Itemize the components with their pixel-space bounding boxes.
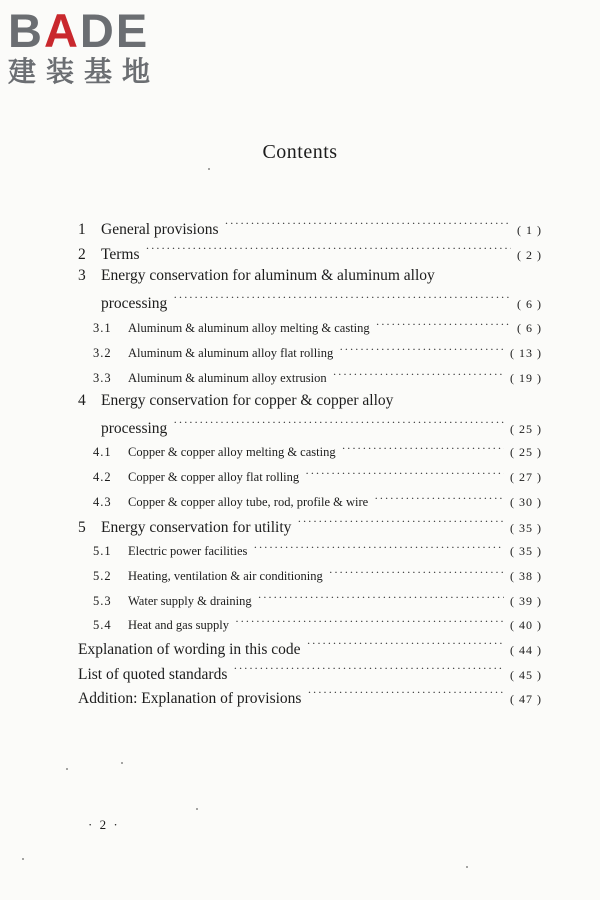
scan-speck [196,808,198,810]
toc-entry[interactable] [78,663,542,684]
toc-label: Heating, ventilation & air conditioning [128,568,323,583]
toc-entry[interactable] [78,516,542,537]
toc-label: Electric power facilities [128,543,248,558]
toc-label: Water supply & draining [128,593,252,608]
toc-label: Copper & copper alloy flat rolling [128,469,300,484]
scan-speck [22,858,24,860]
toc-page: ( 27 ) [510,469,542,484]
toc-number: 1 [78,220,86,238]
toc-number: 4 [78,392,86,409]
dot-leader [307,638,504,654]
logo-chinese-text: 建装基地 [8,55,161,88]
toc-number: 3 [78,267,86,284]
toc-entry[interactable] [78,243,542,264]
toc-page: ( 38 ) [510,568,542,583]
toc-page: ( 25 ) [510,421,542,436]
dot-leader [253,542,504,555]
toc-subentry[interactable] [93,567,542,584]
toc-entry[interactable] [78,392,542,410]
dot-leader [374,493,504,506]
dot-leader [305,468,504,481]
toc-entry-continuation[interactable] [101,292,542,313]
toc-label: Heat and gas supply [128,617,230,632]
toc-page: ( 40 ) [510,617,542,632]
toc-subentry[interactable] [93,493,542,510]
toc-label: Copper & copper alloy melting & casting [128,444,336,459]
toc-subentry[interactable] [93,592,542,609]
toc-subentry[interactable] [93,468,542,485]
logo-wordmark: BADE [8,4,150,57]
bade-logo [8,6,160,88]
toc-page: ( 35 ) [510,543,542,558]
toc-entry[interactable] [78,687,542,708]
toc-label: processing [101,294,168,312]
page-number: · 2 · [88,817,120,832]
toc-page: ( 35 ) [510,520,542,535]
toc-label: Energy conservation for copper & copper alloy [101,392,394,409]
toc-page: ( 6 ) [517,296,542,311]
scan-speck [121,762,123,764]
toc-label: Terms [101,245,140,263]
toc-subentry[interactable] [93,319,542,336]
dot-leader [146,243,511,259]
toc-entry-continuation[interactable] [101,417,542,438]
toc-label: Addition: Explanation of provisions [78,689,302,707]
scan-speck [208,168,210,170]
toc-subentry[interactable] [93,616,542,633]
dot-leader [307,687,504,703]
dot-leader [297,516,504,532]
dot-leader [258,592,504,605]
toc-label: Explanation of wording in this code [78,640,301,658]
dot-leader [173,417,504,433]
dot-leader [225,218,511,234]
dot-leader [333,369,504,382]
toc-subentry[interactable] [93,369,542,386]
toc-page: ( 6 ) [517,320,542,335]
toc-subentry[interactable] [93,542,542,559]
toc-label: Aluminum & aluminum alloy flat rolling [128,345,334,360]
dot-leader [233,663,504,679]
dot-leader [329,567,504,580]
toc-number: 3.2 [93,345,112,360]
dot-leader [339,344,504,357]
toc-number: 5.4 [93,617,112,632]
toc-label: Copper & copper alloy tube, rod, profile & wire [128,494,369,509]
page-title: Contents [262,141,338,163]
toc-number: 4.3 [93,494,112,509]
toc-entry[interactable] [78,218,542,239]
toc-label: Energy conservation for aluminum & aluminum alloy [101,267,435,284]
toc-subentry[interactable] [93,443,542,460]
toc-page: ( 19 ) [510,370,542,385]
toc-label: Aluminum & aluminum alloy melting & casting [128,320,370,335]
toc-page: ( 13 ) [510,345,542,360]
toc-number: 4.2 [93,469,112,484]
toc-number: 5.2 [93,568,112,583]
toc-page: ( 39 ) [510,593,542,608]
dot-leader [173,292,511,308]
dot-leader [342,443,504,456]
toc-label: processing [101,419,168,437]
dot-leader [235,616,504,629]
toc-page: ( 2 ) [517,247,542,262]
scan-speck [466,866,468,868]
toc-subentry[interactable] [93,344,542,361]
toc-number: 5.3 [93,593,112,608]
toc-number: 5.1 [93,543,112,558]
toc-page: ( 44 ) [510,642,542,657]
toc-number: 3.1 [93,320,112,335]
dot-leader [376,319,511,332]
toc-entry[interactable] [78,267,542,285]
toc-page: ( 30 ) [510,494,542,509]
toc-label: List of quoted standards [78,665,228,683]
toc-page: ( 47 ) [510,691,542,706]
toc-label: Energy conservation for utility [101,518,292,536]
toc-page: ( 25 ) [510,444,542,459]
toc-label: Aluminum & aluminum alloy extrusion [128,370,327,385]
scan-speck [66,768,68,770]
toc-number: 3.3 [93,370,112,385]
toc-page: ( 45 ) [510,667,542,682]
toc-label: General provisions [101,220,219,238]
toc-number: 4.1 [93,444,112,459]
toc-number: 5 [78,518,86,536]
toc-page: ( 1 ) [517,222,542,237]
toc-entry[interactable] [78,638,542,659]
toc-number: 2 [78,245,86,263]
